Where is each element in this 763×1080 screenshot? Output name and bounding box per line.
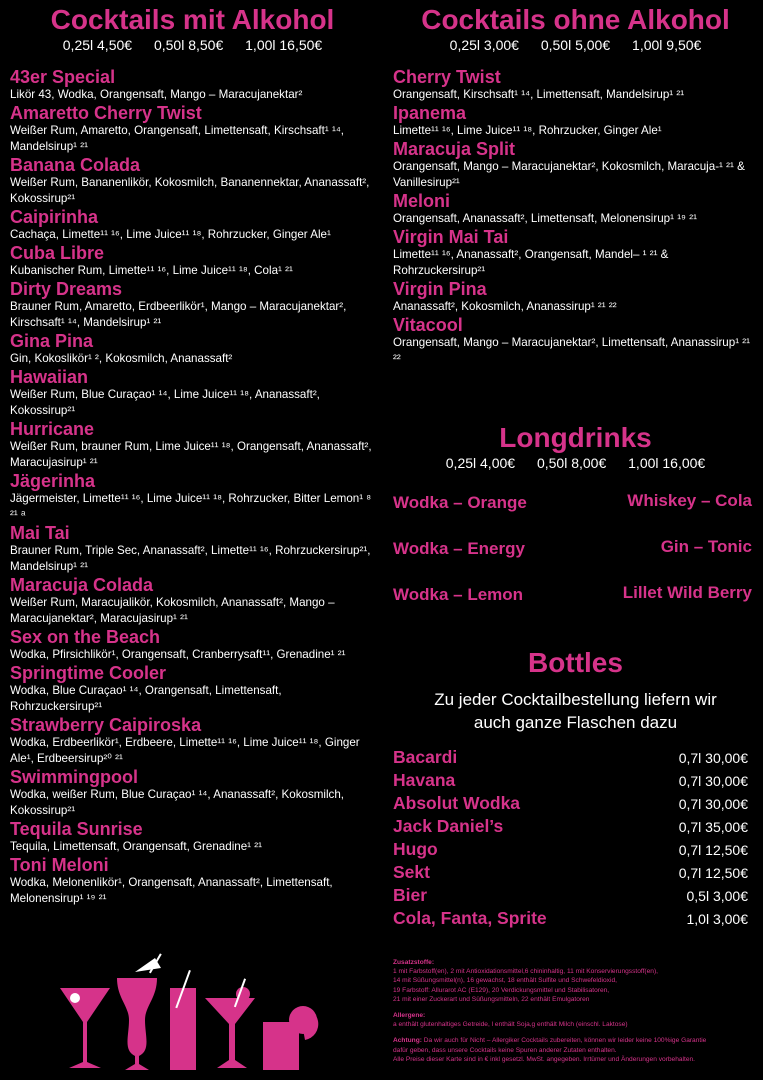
drink-ingredients: Jägermeister, Limette¹¹ ¹⁶, Lime Juice¹¹ ¹⁸, Rohrzucker, Bitter Lemon¹ ⁸ ²¹ ᵃ <box>10 492 372 521</box>
drink-ingredients: Weißer Rum, Amaretto, Orangensaft, Limettensaft, Kirschsaft¹ ¹⁴, Mandelsirup¹ ²¹ <box>10 124 345 153</box>
longdrink-item: Lillet Wild Berry <box>622 583 752 602</box>
drink-name: Ipanema <box>393 103 467 123</box>
with-alcohol-section <box>10 0 375 907</box>
drink-ingredients: Weißer Rum, Bananenlikör, Kokosmilch, Bananennektar, Ananassaft², Kokossirup²¹ <box>10 176 370 205</box>
drink-item <box>393 103 758 139</box>
drink-name: Banana Colada <box>10 155 141 175</box>
drink-ingredients: Wodka, Pfirsichlikör¹, Orangensaft, Cranberrysaft¹¹, Grenadine¹ ²¹ <box>10 648 346 661</box>
drink-name: Cuba Libre <box>10 243 105 263</box>
longdrinks-list <box>393 481 758 621</box>
drink-name: Virgin Pina <box>393 279 487 299</box>
drink-ingredients: Kubanischer Rum, Limette¹¹ ¹⁶, Lime Juice¹¹ ¹⁸, Cola¹ ²¹ <box>10 264 293 277</box>
bottle-row <box>393 907 758 930</box>
longdrink-item: Whiskey – Cola <box>627 491 752 510</box>
drink-ingredients: Brauner Rum, Amaretto, Erdbeerlikör¹, Mango – Maracujanektar², Kirschsaft¹ ¹⁴, Mandelsirup¹ ²¹ <box>10 300 347 329</box>
drink-item <box>393 315 758 367</box>
bottle-price: 0,7l 12,50€ <box>678 841 748 858</box>
bottle-price: 0,5l 3,00€ <box>686 887 748 904</box>
warning-line <box>393 1036 758 1045</box>
price-025: 0,25l 4,50€ <box>62 37 133 53</box>
longdrink-item: Wodka – Energy <box>393 539 525 558</box>
drink-item <box>10 575 375 627</box>
drink-item <box>393 67 758 103</box>
drink-name: Caipirinha <box>10 207 99 227</box>
drink-name: Swimmingpool <box>10 767 138 787</box>
drink-ingredients: Ananassaft², Kokosmilch, Ananassirup¹ ²¹ ²² <box>393 300 617 313</box>
bottle-name: Havana <box>393 770 456 790</box>
drink-name: 43er Special <box>10 67 116 87</box>
bottle-price: 0,7l 35,00€ <box>678 818 748 835</box>
additives-line: 19 Farbstoff: Allurarot AC (E129), 20 Verdickungsmittel und Stabilisatoren, <box>393 986 610 994</box>
bottle-price: 0,7l 30,00€ <box>678 795 748 812</box>
drink-name: Maracuja Colada <box>10 575 154 595</box>
drink-name: Vitacool <box>393 315 463 335</box>
drink-item <box>10 819 375 855</box>
drink-ingredients: Tequila, Limettensaft, Orangensaft, Grenadine¹ ²¹ <box>10 840 262 853</box>
price-100: 1,00l 9,50€ <box>632 37 702 53</box>
hurricane-glass-icon <box>117 978 157 1070</box>
drink-ingredients: Wodka, weißer Rum, Blue Curaçao¹ ¹⁴, Ananassaft², Kokosmilch, Kokossirup²¹ <box>10 788 345 817</box>
bottles-subtitle-line-2: auch ganze Flaschen dazu <box>473 713 678 732</box>
martini-glass-icon <box>60 988 110 1068</box>
price-025: 0,25l 3,00€ <box>449 37 519 53</box>
drink-ingredients: Orangensaft, Mango – Maracujanektar², Limettensaft, Ananassirup¹ ²¹ ²² <box>393 336 751 365</box>
bottle-price: 0,7l 30,00€ <box>678 772 748 789</box>
drink-item <box>10 419 375 471</box>
drink-ingredients: Weißer Rum, Blue Curaçao¹ ¹⁴, Lime Juice¹¹ ¹⁸, Ananassaft², Kokossirup²¹ <box>10 388 320 417</box>
additives-line: 21 mit einer Zuckerart und Süßungsmitteln, 22 enthält Emulgatoren <box>393 995 590 1003</box>
drink-item <box>393 139 758 191</box>
additives-title: Zusatzstoffe: <box>393 959 435 966</box>
additives-line: 1 mit Farbstoff(en), 2 mit Antioxidationsmittel,6 chininhaltig, 11 mit Konservierungsstoff(en), <box>393 968 658 976</box>
drink-ingredients: Wodka, Blue Curaçao¹ ¹⁴, Orangensaft, Limettensaft, Rohrzuckersirup²¹ <box>10 684 282 713</box>
longdrink-item: Gin – Tonic <box>660 537 752 556</box>
bottles-list <box>393 746 758 930</box>
bottle-row <box>393 815 758 838</box>
bottle-row <box>393 884 758 907</box>
drink-item <box>10 523 375 575</box>
bottles-section <box>393 646 758 930</box>
bottle-row <box>393 838 758 861</box>
drink-ingredients: Wodka, Melonenlikör¹, Orangensaft, Ananassaft², Limettensaft, Melonensirup¹ ¹⁹ ²¹ <box>10 876 333 905</box>
bottle-price: 0,7l 12,50€ <box>678 864 748 881</box>
longdrink-item: Wodka – Orange <box>393 493 527 512</box>
drink-ingredients: Likör 43, Wodka, Orangensaft, Mango – Maracujanektar² <box>10 88 303 101</box>
drink-item <box>393 191 758 227</box>
allergens-text: a enthält glutenhaltiges Getreide, l enthält Soja,g enthält Milch (einschl. Laktose) <box>393 1021 628 1029</box>
price-050: 0,50l 8,50€ <box>153 37 224 53</box>
drink-item <box>10 207 375 243</box>
bottle-row <box>393 861 758 884</box>
bottles-subtitle-line-1: Zu jeder Cocktailbestellung liefern wir <box>434 690 717 709</box>
drink-name: Mai Tai <box>10 523 70 543</box>
drink-ingredients: Wodka, Erdbeerlikör¹, Erdbeere, Limette¹¹ ¹⁶, Lime Juice¹¹ ¹⁸, Ginger Ale¹, Erdbeersirup²⁰ ²¹ <box>10 736 360 765</box>
drink-ingredients: Weißer Rum, brauner Rum, Lime Juice¹¹ ¹⁸, Orangensaft, Ananassaft², Maracujasirup¹ ²¹ <box>10 440 372 469</box>
bottle-name: Cola, Fanta, Sprite <box>393 908 547 928</box>
additives-line: 14 mit Süßungsmittel(n), 16 gewachst, 18 enthält Sulfite und Schwefeldioxid, <box>393 977 617 985</box>
drink-item <box>10 715 375 767</box>
warning-text: Da wir auch für Nicht – Allergiker Cocktails zubereiten, können wir leider keine 100%ige Garantie <box>423 1037 707 1045</box>
longdrinks-prices <box>393 455 758 471</box>
drink-item <box>10 279 375 331</box>
bottle-name: Jack Daniel’s <box>393 816 504 836</box>
drink-ingredients: Orangensaft, Kirschsaft¹ ¹⁴, Limettensaft, Mandelsirup¹ ²¹ <box>393 88 685 101</box>
longdrink-item: Wodka – Lemon <box>393 585 524 604</box>
drink-ingredients: Weißer Rum, Maracujalikör, Kokosmilch, Ananassaft², Mango – Maracujanektar², Maracujasirup¹ ²¹ <box>10 596 335 625</box>
drink-ingredients: Orangensaft, Ananassaft², Limettensaft, Melonensirup¹ ¹⁹ ²¹ <box>393 212 697 225</box>
bottle-price: 0,7l 30,00€ <box>678 749 748 766</box>
bottle-name: Absolut Wodka <box>393 793 521 813</box>
price-100: 1,00l 16,00€ <box>628 455 706 471</box>
bottle-row <box>393 769 758 792</box>
with-alcohol-title: Cocktails mit Alkohol <box>50 4 335 35</box>
without-alcohol-title: Cocktails ohne Alkohol <box>421 4 730 35</box>
drink-name: Maracuja Split <box>393 139 516 159</box>
longdrinks-section <box>393 421 758 621</box>
drink-item <box>393 227 758 279</box>
drink-item <box>10 243 375 279</box>
bottles-title: Bottles <box>528 647 623 678</box>
drink-item <box>393 279 758 315</box>
cocktail-glasses-illustration <box>55 950 330 1075</box>
drink-name: Tequila Sunrise <box>10 819 143 839</box>
warning-line: Alle Preise dieser Karte sind in € inkl gesetzl. MwSt. angegeben. Irrtümer und Änderungen vorbehalten. <box>393 1055 696 1063</box>
without-alcohol-prices <box>393 37 758 53</box>
drink-name: Springtime Cooler <box>10 663 167 683</box>
drink-name: Hawaiian <box>10 367 89 387</box>
drink-item <box>10 627 375 663</box>
drink-ingredients: Orangensaft, Mango – Maracujanektar², Kokosmilch, Maracuja-¹ ²¹ & Vanillesirup²¹ <box>393 160 745 189</box>
drink-item <box>10 663 375 715</box>
drink-ingredients: Cachaça, Limette¹¹ ¹⁶, Lime Juice¹¹ ¹⁸, Rohrzucker, Ginger Ale¹ <box>10 228 331 241</box>
footnotes <box>393 958 758 1064</box>
price-050: 0,50l 5,00€ <box>540 37 611 53</box>
drink-item <box>10 67 375 103</box>
drink-item <box>10 855 375 907</box>
drink-ingredients: Limette¹¹ ¹⁶, Ananassaft², Orangensaft, Mandel– ¹ ²¹ & Rohrzuckersirup²¹ <box>393 248 669 277</box>
bottle-row <box>393 792 758 815</box>
drink-name: Sex on the Beach <box>10 627 161 647</box>
bottles-subtitle <box>393 688 758 734</box>
drink-name: Strawberry Caipiroska <box>10 715 202 735</box>
price-050: 0,50l 8,00€ <box>536 455 607 471</box>
drink-name: Amaretto Cherry Twist <box>10 103 202 123</box>
drink-item <box>10 767 375 819</box>
allergens-title: Allergene: <box>393 1012 426 1020</box>
drink-name: Dirty Dreams <box>10 279 123 299</box>
drink-name: Cherry Twist <box>393 67 501 87</box>
drink-name: Meloni <box>393 191 450 211</box>
warning-title: Achtung: <box>393 1037 422 1045</box>
bottle-name: Sekt <box>393 862 430 882</box>
drink-ingredients: Gin, Kokoslikör¹ ², Kokosmilch, Ananassaft² <box>10 352 233 365</box>
drink-ingredients: Brauner Rum, Triple Sec, Ananassaft², Limette¹¹ ¹⁶, Rohrzuckersirup²¹, Mandelsirup¹ ²¹ <box>10 544 371 573</box>
bottle-name: Bier <box>393 885 428 905</box>
with-alcohol-list <box>10 67 375 907</box>
longdrinks-title: Longdrinks <box>499 422 652 453</box>
drink-name: Gina Pina <box>10 331 94 351</box>
price-100: 1,00l 16,50€ <box>245 37 323 53</box>
drink-item <box>10 471 375 523</box>
drink-ingredients: Limette¹¹ ¹⁶, Lime Juice¹¹ ¹⁸, Rohrzucker, Ginger Ale¹ <box>393 124 662 137</box>
without-alcohol-list <box>393 67 758 367</box>
bottle-name: Hugo <box>393 839 438 859</box>
coupe-glass-icon <box>205 998 255 1068</box>
warning-line: dafür geben, dass unsere Cocktails keine Spuren anderer Zutaten enthalten. <box>393 1046 617 1054</box>
drink-item <box>10 367 375 419</box>
bottle-price: 1,0l 3,00€ <box>686 910 748 927</box>
drink-name: Virgin Mai Tai <box>393 227 509 247</box>
with-alcohol-prices <box>10 37 375 53</box>
price-025: 0,25l 4,00€ <box>445 455 516 471</box>
tall-glass-icon <box>170 988 196 1070</box>
drink-name: Jägerinha <box>10 471 96 491</box>
drink-name: Toni Meloni <box>10 855 109 875</box>
bottle-name: Bacardi <box>393 747 458 767</box>
bottle-row <box>393 746 758 769</box>
without-alcohol-section <box>393 0 758 367</box>
drink-item <box>10 331 375 367</box>
drink-item <box>10 103 375 155</box>
drink-item <box>10 155 375 207</box>
drink-name: Hurricane <box>10 419 95 439</box>
